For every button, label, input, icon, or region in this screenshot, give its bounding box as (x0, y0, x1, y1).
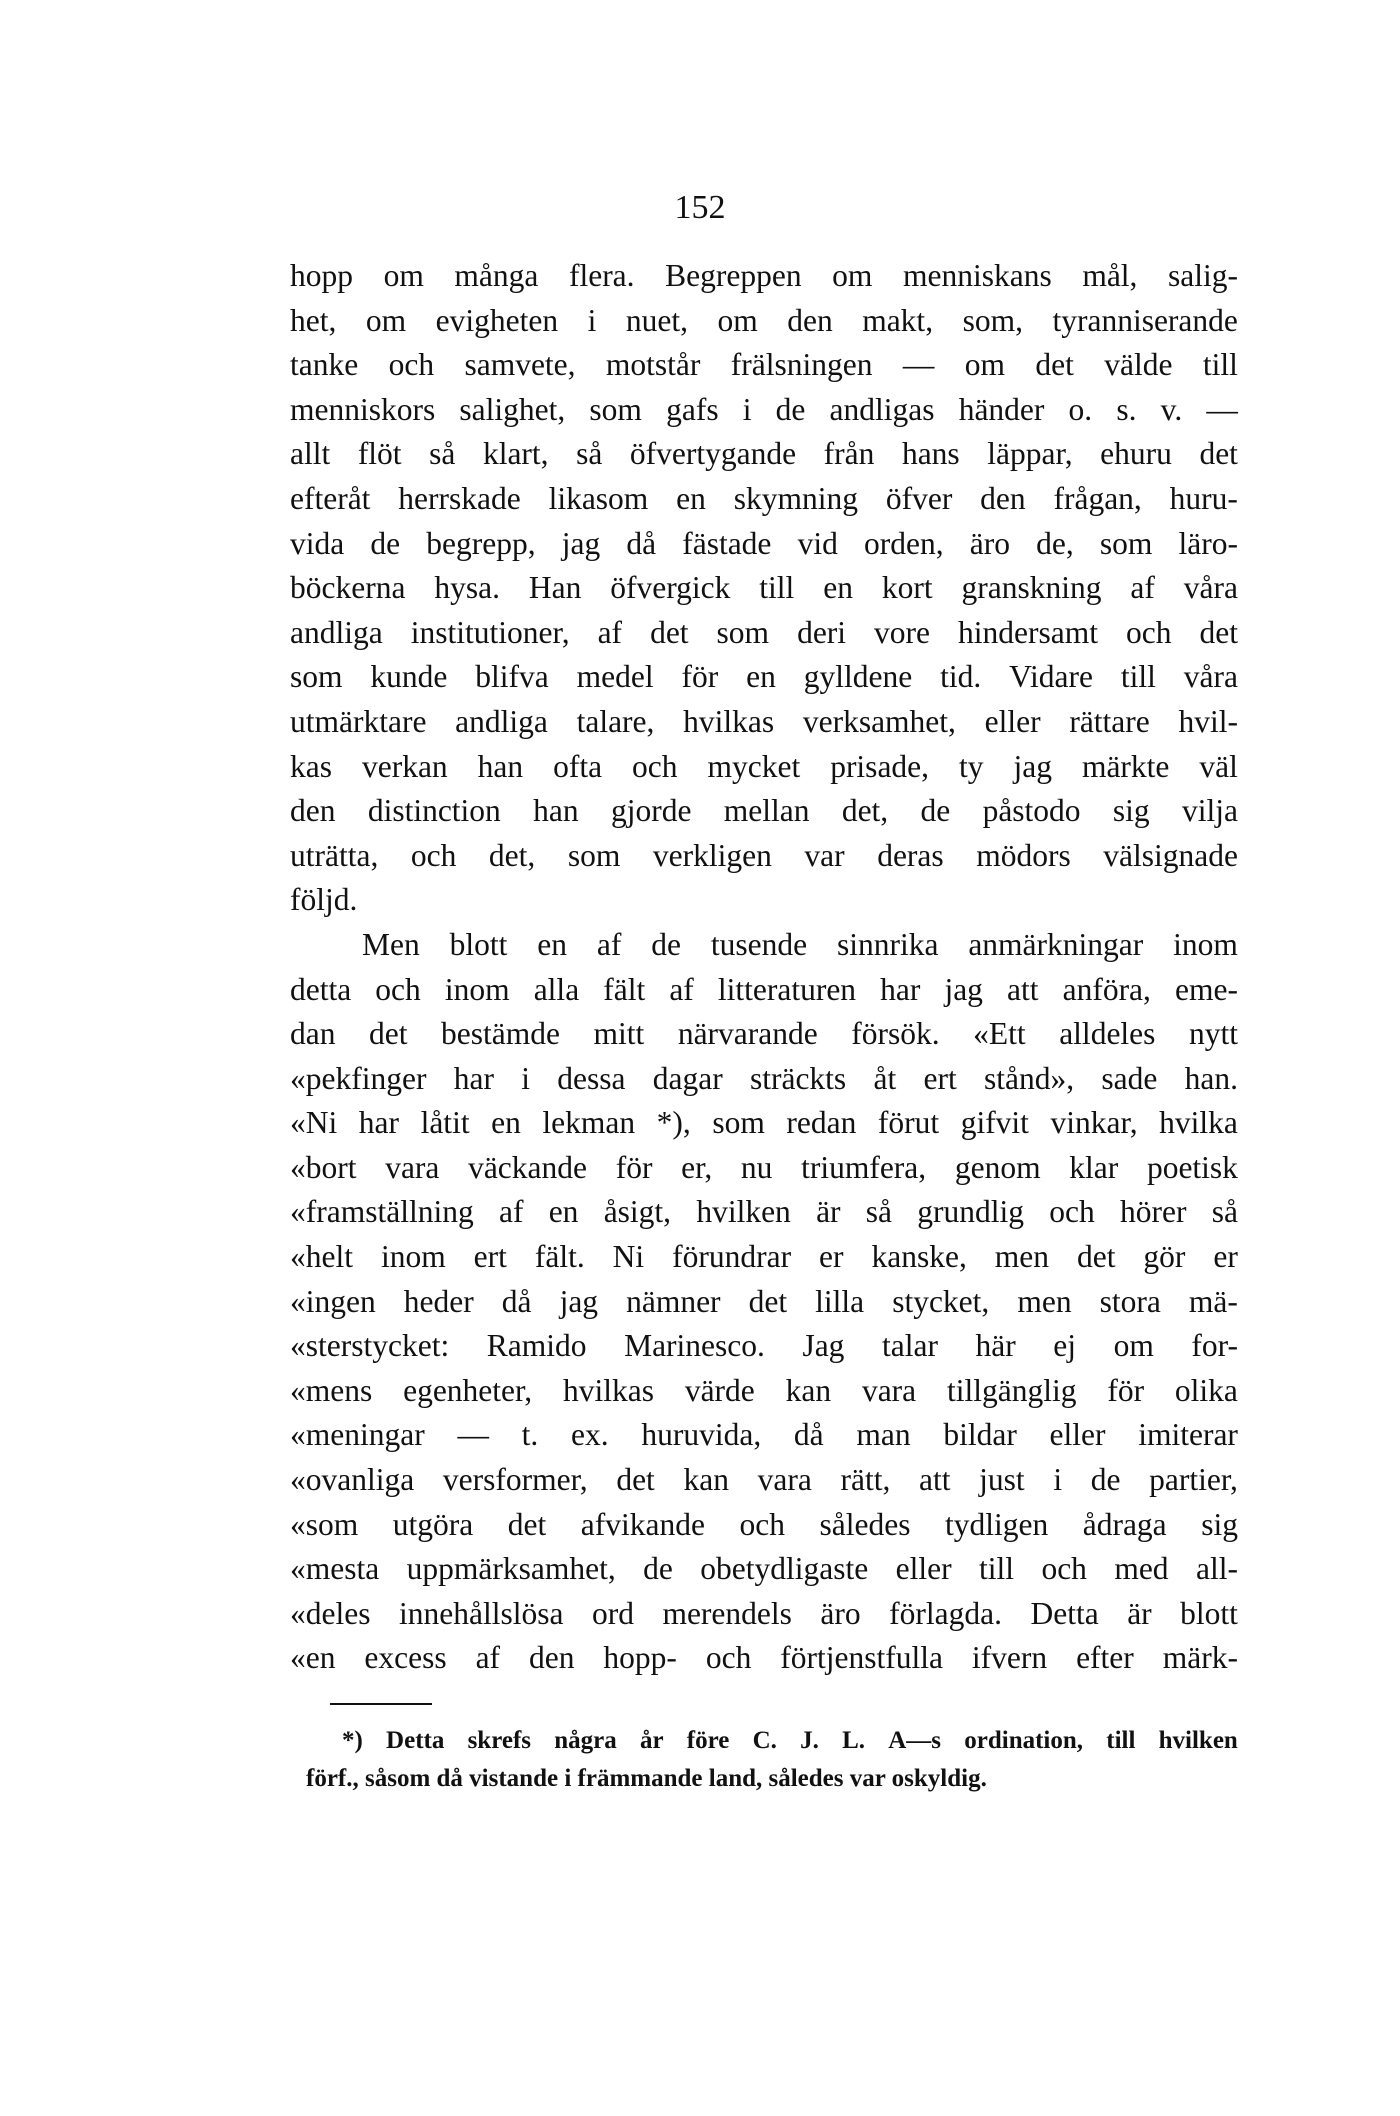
page-number: 152 (674, 189, 726, 226)
text-line: «meningar — t. ex. huruvida, då man bildar eller imiterar (290, 1417, 1238, 1453)
text-line: hopp om många flera. Begreppen om menniskans mål, salig- (290, 258, 1238, 293)
text-line: «ovanliga versformer, det kan vara rätt, att just i de partier, (290, 1462, 1238, 1498)
footnote-line: förf., såsom då vistande i främmande land, således var oskyldig. (306, 1765, 987, 1792)
text-line: utmärktare andliga talare, hvilkas verksamhet, eller rättare hvil- (290, 703, 1238, 739)
text-line: vida de begrepp, jag då fästade vid orden, äro de, som läro- (290, 525, 1238, 561)
text-line: andliga institutioner, af det som deri vore hindersamt och det (290, 614, 1238, 650)
text-line: «sterstycket: Ramido Marinesco. Jag talar här ej om for- (290, 1328, 1238, 1364)
text-line: som kunde blifva medel för en gylldene tid. Vidare till våra (290, 659, 1238, 695)
text-line: het, om evigheten i nuet, om den makt, som, tyranniserande (290, 302, 1238, 338)
text-line: allt flöt så klart, så öfvertygande från hans läppar, ehuru det (290, 436, 1238, 472)
text-line: «mens egenheter, hvilkas värde kan vara tillgänglig för olika (290, 1372, 1238, 1408)
body-text (290, 254, 1238, 1681)
text-line: «ingen heder då jag nämner det lilla stycket, men stora mä- (290, 1283, 1238, 1319)
text-line: efteråt herrskade likasom en skymning öfver den frågan, huru- (290, 480, 1238, 516)
text-line: dan det bestämde mitt närvarande försök. «Ett alldeles nytt (290, 1016, 1238, 1052)
text-line: «pekfinger har i dessa dagar sträckts åt ert stånd», sade han. (290, 1060, 1238, 1096)
text-line: kas verkan han ofta och mycket prisade, ty jag märkte väl (290, 748, 1238, 784)
text-line: detta och inom alla fält af litteraturen har jag att anföra, eme- (290, 971, 1238, 1007)
paragraph-first-line: Men blott en af de tusende sinnrika anmärkningar inom (362, 926, 1238, 962)
text-line: «helt inom ert fält. Ni förundrar er kanske, men det gör er (290, 1239, 1238, 1275)
text-line: böckerna hysa. Han öfvergick till en kort granskning af våra (290, 570, 1238, 606)
footnote-rule (330, 1703, 432, 1705)
text-line: «mesta uppmärksamhet, de obetydligaste eller till och med all- (290, 1551, 1238, 1587)
footnote (306, 1722, 1238, 1798)
text-line: uträtta, och det, som verkligen var deras mödors välsignade (290, 837, 1238, 873)
text-line: «framställning af en åsigt, hvilken är så grundlig och hörer så (290, 1194, 1238, 1230)
text-line: «bort vara väckande för er, nu triumfera, genom klar poetisk (290, 1149, 1238, 1185)
text-line: följd. (290, 882, 358, 918)
text-line: «en excess af den hopp- och förtjenstfulla ifvern efter märk- (290, 1640, 1238, 1676)
text-line: «som utgöra det afvikande och således tydligen ådraga sig (290, 1506, 1238, 1542)
footnote-line: *) Detta skrefs några år före C. J. L. A—s ordination, till hvilken (342, 1727, 1238, 1754)
text-line: «Ni har låtit en lekman *), som redan förut gifvit vinkar, hvilka (290, 1105, 1238, 1141)
text-line: tanke och samvete, motstår frälsningen — om det välde till (290, 347, 1238, 383)
text-line: den distinction han gjorde mellan det, de påstodo sig vilja (290, 793, 1238, 829)
text-line: menniskors salighet, som gafs i de andligas händer o. s. v. — (290, 391, 1238, 427)
text-line: «deles innehållslösa ord merendels äro förlagda. Detta är blott (290, 1595, 1238, 1631)
